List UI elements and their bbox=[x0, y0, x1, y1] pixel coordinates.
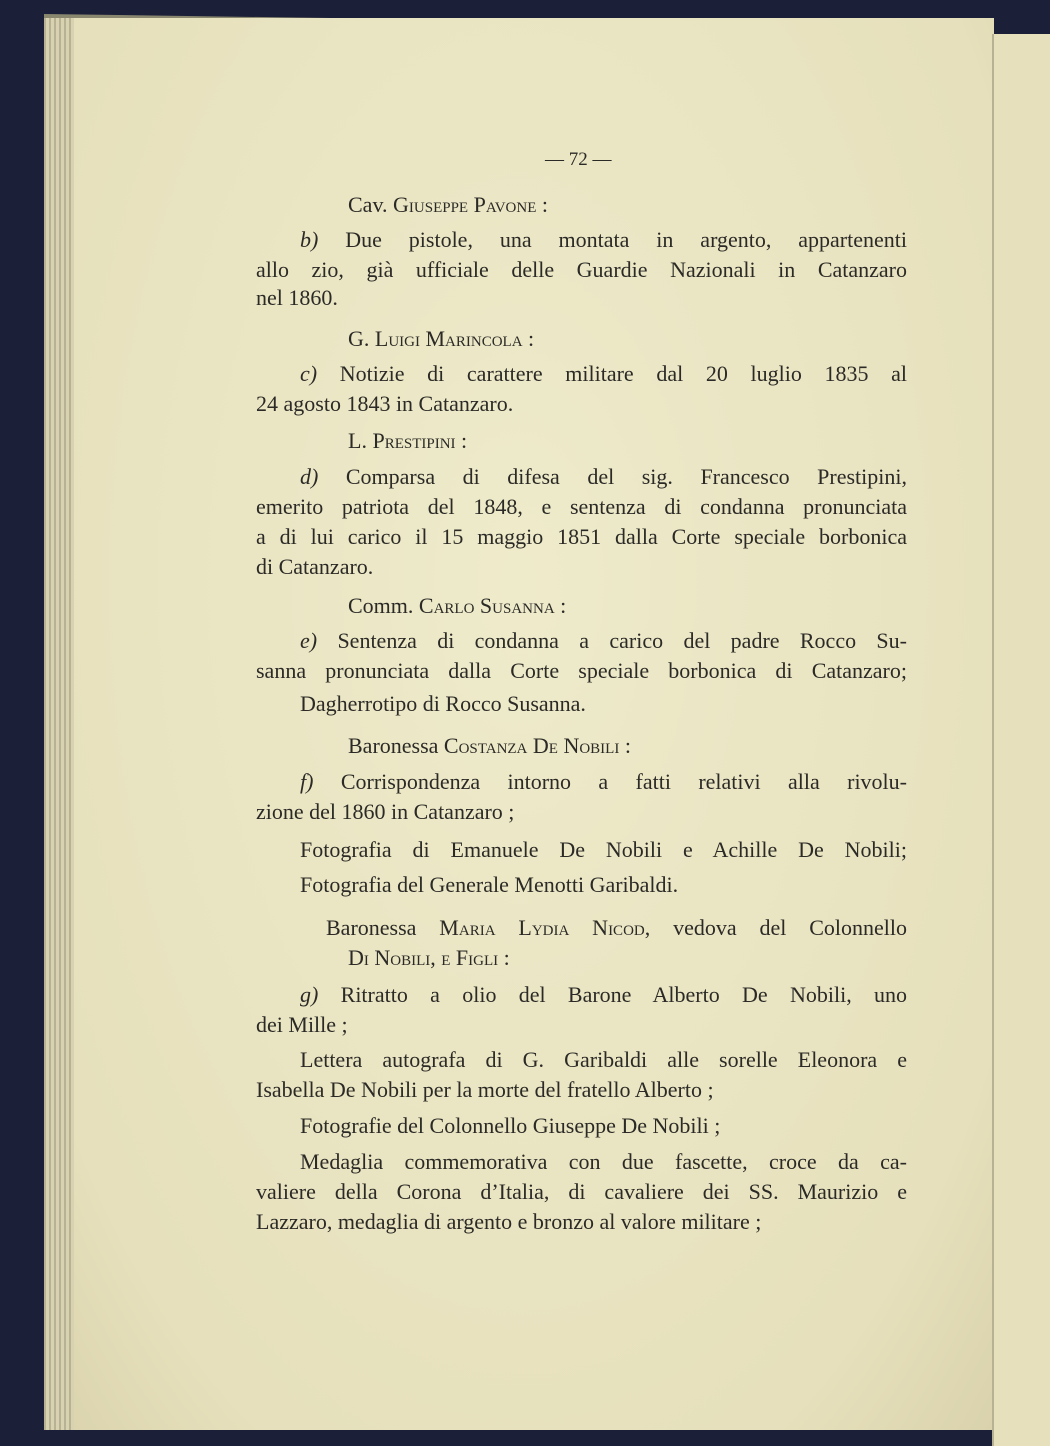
item-line: a di lui carico il 15 maggio 1851 dalla Corte speciale borbonica bbox=[256, 524, 907, 549]
item-line: b) Due pistole, una montata in argento, appartenenti bbox=[300, 227, 907, 252]
facing-page bbox=[992, 34, 1050, 1446]
item-line: 24 agosto 1843 in Catanzaro. bbox=[256, 391, 514, 416]
donor-heading: Baronessa Maria Lydia Nicod, vedova del Colonnello bbox=[326, 915, 908, 940]
item-line: dei Mille ; bbox=[256, 1012, 348, 1037]
item-line: di Catanzaro. bbox=[256, 554, 374, 579]
item-line: zione del 1860 in Catanzaro ; bbox=[256, 799, 515, 824]
donor-heading-cont: Di Nobili, e Figli : bbox=[348, 945, 510, 970]
donor-heading: Cav. Giuseppe Pavone : bbox=[348, 192, 549, 217]
item-line: allo zio, già ufficiale delle Guardie Nazionali in Catanzaro bbox=[256, 257, 907, 282]
item-line: Lazzaro, medaglia di argento e bronzo al valore militare ; bbox=[256, 1209, 762, 1234]
item-line: Fotografia del Generale Menotti Garibaldi. bbox=[300, 872, 679, 897]
item-line: Fotografie del Colonnello Giuseppe De Nobili ; bbox=[300, 1113, 721, 1138]
item-line: Medaglia commemorativa con due fascette, croce da ca- bbox=[300, 1149, 907, 1174]
item-line: Isabella De Nobili per la morte del fratello Alberto ; bbox=[256, 1077, 714, 1102]
donor-heading: L. Prestipini : bbox=[348, 428, 468, 453]
item-line: nel 1860. bbox=[256, 285, 338, 310]
item-line: c) Notizie di carattere militare dal 20 luglio 1835 al bbox=[300, 361, 908, 386]
item-line: d) Comparsa di difesa del sig. Francesco Prestipini, bbox=[300, 464, 908, 489]
page-stack-edges bbox=[44, 18, 74, 1430]
item-line: Lettera autografa di G. Garibaldi alle sorelle Eleonora e bbox=[300, 1047, 907, 1072]
donor-heading: G. Luigi Marincola : bbox=[348, 326, 535, 351]
item-line: emerito patriota del 1848, e sentenza di condanna pronunciata bbox=[256, 494, 907, 519]
item-line: e) Sentenza di condanna a carico del padre Rocco Su- bbox=[300, 628, 907, 653]
item-line: valiere della Corona d’Italia, di cavaliere dei SS. Maurizio e bbox=[256, 1179, 907, 1204]
item-line: Dagherrotipo di Rocco Susanna. bbox=[300, 691, 586, 716]
item-line: g) Ritratto a olio del Barone Alberto De Nobili, uno bbox=[300, 982, 908, 1007]
donor-heading: Baronessa Costanza De Nobili : bbox=[348, 733, 631, 758]
page-number: — 72 — bbox=[545, 149, 612, 170]
item-line: f) Corrispondenza intorno a fatti relativi alla rivolu- bbox=[300, 769, 907, 794]
donor-heading: Comm. Carlo Susanna : bbox=[348, 593, 567, 618]
item-line: sanna pronunciata dalla Corte speciale borbonica di Catanzaro; bbox=[256, 658, 907, 683]
item-line: Fotografia di Emanuele De Nobili e Achille De Nobili; bbox=[300, 837, 907, 862]
